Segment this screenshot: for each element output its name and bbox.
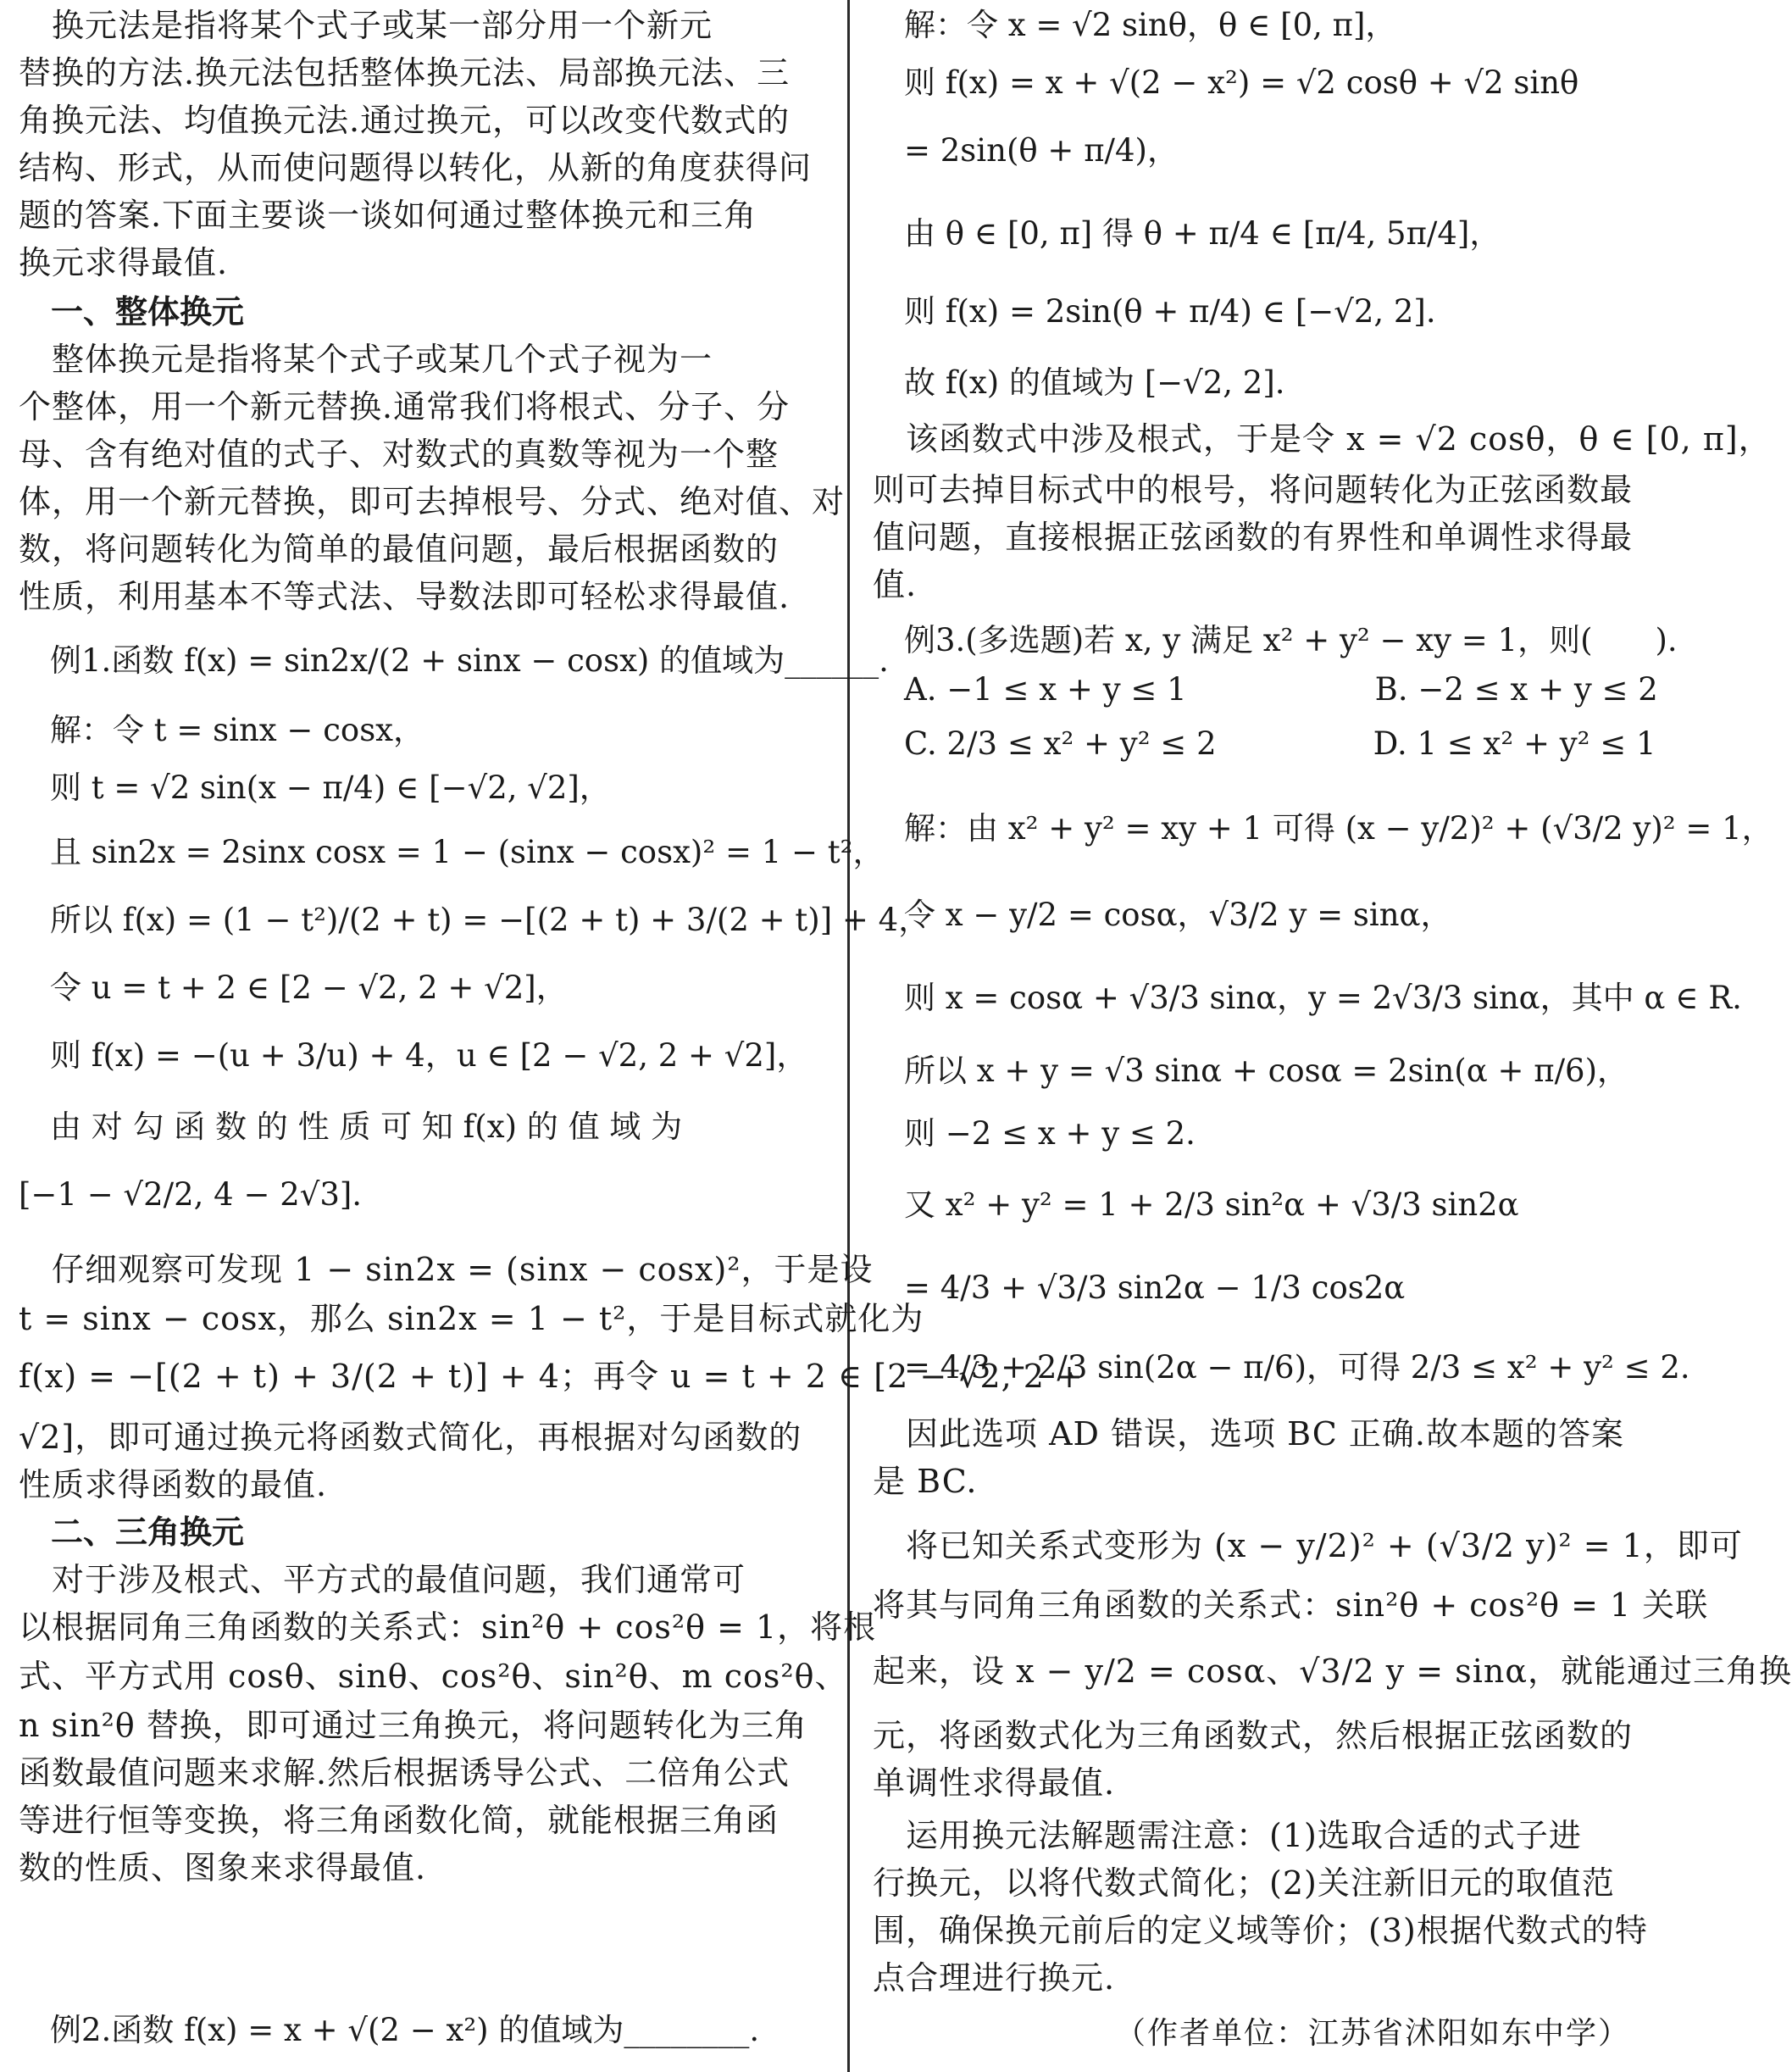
text-line: 值. bbox=[873, 566, 918, 603]
text-line: 体，用一个新元替换，即可去掉根号、分式、绝对值、对 bbox=[19, 483, 846, 520]
math-line: 所以 f(x) = (1 − t²)/(2 + t) = −[(2 + t) + 3/(2 + t)] + 4， bbox=[19, 902, 930, 938]
text-line: 换元法是指将某个式子或某一部分用一个新元 bbox=[19, 7, 713, 44]
column-divider bbox=[847, 0, 850, 2072]
text-line: 函数最值问题来求解.然后根据诱导公式、二倍角公式 bbox=[19, 1754, 791, 1791]
text-line: 性质求得函数的最值. bbox=[19, 1466, 328, 1503]
math-line: 令 x − y/2 = cosα，√3/2 y = sinα， bbox=[873, 897, 1452, 933]
text-line: 则可去掉目标式中的根号，将问题转化为正弦函数最 bbox=[873, 471, 1634, 508]
text-line: 数的性质、图象来求得最值. bbox=[19, 1849, 427, 1886]
text-line: n sin²θ 替换，即可通过三角换元，将问题转化为三角 bbox=[19, 1707, 807, 1744]
text-line: 母、含有绝对值的式子、对数式的真数等视为一个整 bbox=[19, 436, 779, 473]
text-line: 元，将函数式化为三角函数式，然后根据正弦函数的 bbox=[873, 1717, 1634, 1754]
text-line: t = sinx − cosx，那么 sin2x = 1 − t²，于是目标式就化为 bbox=[19, 1300, 924, 1337]
text-line: 围，确保换元前后的定义域等价；(3)根据代数式的特 bbox=[873, 1912, 1648, 1949]
text-line: 是 BC. bbox=[873, 1463, 978, 1500]
section-heading: 一、整体换元 bbox=[19, 293, 245, 331]
text-line: 替换的方法.换元法包括整体换元法、局部换元法、三 bbox=[19, 54, 791, 92]
text-line: 角换元法、均值换元法.通过换元，可以改变代数式的 bbox=[19, 102, 791, 139]
math-line: [−1 − √2/2, 4 − 2√3]. bbox=[19, 1176, 363, 1213]
math-line: 则 −2 ≤ x + y ≤ 2. bbox=[873, 1115, 1196, 1152]
text-line: 行换元，以将代数式简化；(2)关注新旧元的取值范 bbox=[873, 1864, 1615, 1902]
math-line: 所以 x + y = √3 sinα + cosα = 2sin(α + π/6)， bbox=[873, 1053, 1629, 1089]
text-line: 运用换元法解题需注意：(1)选取合适的式子进 bbox=[873, 1817, 1582, 1854]
text-line: 个整体，用一个新元替换.通常我们将根式、分子、分 bbox=[19, 388, 791, 425]
text-line: 对于涉及根式、平方式的最值问题，我们通常可 bbox=[19, 1561, 746, 1598]
math-line: 则 x = cosα + √3/3 sinα，y = 2√3/3 sinα，其中 α ∈ R. bbox=[873, 980, 1742, 1016]
math-line: 则 f(x) = 2sin(θ + π/4) ∈ [−√2, 2]. bbox=[873, 293, 1436, 330]
option-line: A. −1 ≤ x + y ≤ 1 B. −2 ≤ x + y ≤ 2 bbox=[873, 671, 1658, 708]
text-line: f(x) = −[(2 + t) + 3/(2 + t)] + 4；再令 u = t + 2 ∈ [2 − √2, 2 + bbox=[19, 1358, 1084, 1395]
text-line: 该函数式中涉及根式，于是令 x = √2 cosθ，θ ∈ [0, π]， bbox=[873, 420, 1772, 458]
math-line: 则 f(x) = −(u + 3/u) + 4，u ∈ [2 − √2, 2 + √2]， bbox=[19, 1037, 808, 1074]
text-line: √2]，即可通过换元将函数式简化，再根据对勾函数的 bbox=[19, 1419, 802, 1456]
example-3-question: 例3.(多选题)若 x, y 满足 x² + y² − xy = 1，则( ). bbox=[873, 622, 1678, 658]
text-line: 单调性求得最值. bbox=[873, 1764, 1116, 1802]
math-line: 则 f(x) = x + √(2 − x²) = √2 cosθ + √2 sinθ bbox=[873, 64, 1579, 101]
text-line: 起来，设 x − y/2 = cosα、√3/2 y = sinα，就能通过三角换 bbox=[873, 1653, 1792, 1690]
option-line: C. 2/3 ≤ x² + y² ≤ 2 D. 1 ≤ x² + y² ≤ 1 bbox=[873, 725, 1656, 762]
math-line: 且 sin2x = 2sinx cosx = 1 − (sinx − cosx)² = 1 − t²， bbox=[19, 834, 885, 870]
math-line: 解：由 x² + y² = xy + 1 可得 (x − y/2)² + (√3/2 y)² = 1， bbox=[873, 810, 1773, 847]
math-line: = 2sin(θ + π/4)， bbox=[873, 132, 1179, 169]
math-line: 由 对 勾 函 数 的 性 质 可 知 f(x) 的 值 域 为 bbox=[19, 1108, 683, 1145]
author-affiliation: （作者单位：江苏省沭阳如东中学） bbox=[873, 2016, 1631, 2051]
text-line: 整体换元是指将某个式子或某几个式子视为一 bbox=[19, 341, 713, 378]
math-line: = 4/3 + 2/3 sin(2α − π/6)，可得 2/3 ≤ x² + y² ≤ 2. bbox=[873, 1349, 1690, 1386]
math-line: 故 f(x) 的值域为 [−√2, 2]. bbox=[873, 364, 1285, 401]
text-line: 式、平方式用 cosθ、sinθ、cos²θ、sin²θ、m cos²θ、 bbox=[19, 1658, 848, 1695]
text-line: 值问题，直接根据正弦函数的有界性和单调性求得最 bbox=[873, 519, 1634, 556]
text-line: 结构、形式，从而使问题得以转化，从新的角度获得问 bbox=[19, 149, 813, 186]
text-line: 因此选项 AD 错误，选项 BC 正确.故本题的答案 bbox=[873, 1415, 1625, 1453]
text-line: 题的答案.下面主要谈一谈如何通过整体换元和三角 bbox=[19, 197, 757, 234]
text-line: 将已知关系式变形为 (x − y/2)² + (√3/2 y)² = 1，即可 bbox=[873, 1527, 1743, 1564]
text-line: 等进行恒等变换，将三角函数化简，就能根据三角函 bbox=[19, 1802, 779, 1839]
math-line: 则 t = √2 sin(x − π/4) ∈ [−√2, √2]， bbox=[19, 769, 611, 806]
example-2-question: 例2.函数 f(x) = x + √(2 − x²) 的值域为________. bbox=[19, 2012, 760, 2048]
text-line: 数，将问题转化为简单的最值问题，最后根据函数的 bbox=[19, 530, 779, 568]
text-line: 仔细观察可发现 1 − sin2x = (sinx − cosx)²，于是设 bbox=[19, 1251, 874, 1288]
math-line: = 4/3 + √3/3 sin2α − 1/3 cos2α bbox=[873, 1269, 1406, 1306]
example-1-question: 例1.函数 f(x) = sin2x/(2 + sinx − cosx) 的值域为______. bbox=[19, 642, 889, 679]
math-line: 解：令 t = sinx − cosx， bbox=[19, 712, 425, 748]
text-line: 性质，利用基本不等式法、导数法即可轻松求得最值. bbox=[19, 578, 791, 615]
text-line: 点合理进行换元. bbox=[873, 1959, 1116, 1997]
math-line: 令 u = t + 2 ∈ [2 − √2, 2 + √2]， bbox=[19, 969, 568, 1006]
text-line: 换元求得最值. bbox=[19, 244, 229, 281]
section-heading: 二、三角换元 bbox=[19, 1514, 245, 1551]
text-line: 将其与同角三角函数的关系式：sin²θ + cos²θ = 1 关联 bbox=[873, 1586, 1709, 1624]
math-line: 又 x² + y² = 1 + 2/3 sin²α + √3/3 sin2α bbox=[873, 1186, 1519, 1223]
math-line: 由 θ ∈ [0, π] 得 θ + π/4 ∈ [π/4, 5π/4]， bbox=[873, 215, 1501, 252]
text-line: 以根据同角三角函数的关系式：sin²θ + cos²θ = 1，将根 bbox=[19, 1608, 877, 1646]
math-line: 解：令 x = √2 sinθ，θ ∈ [0, π]， bbox=[873, 7, 1397, 43]
